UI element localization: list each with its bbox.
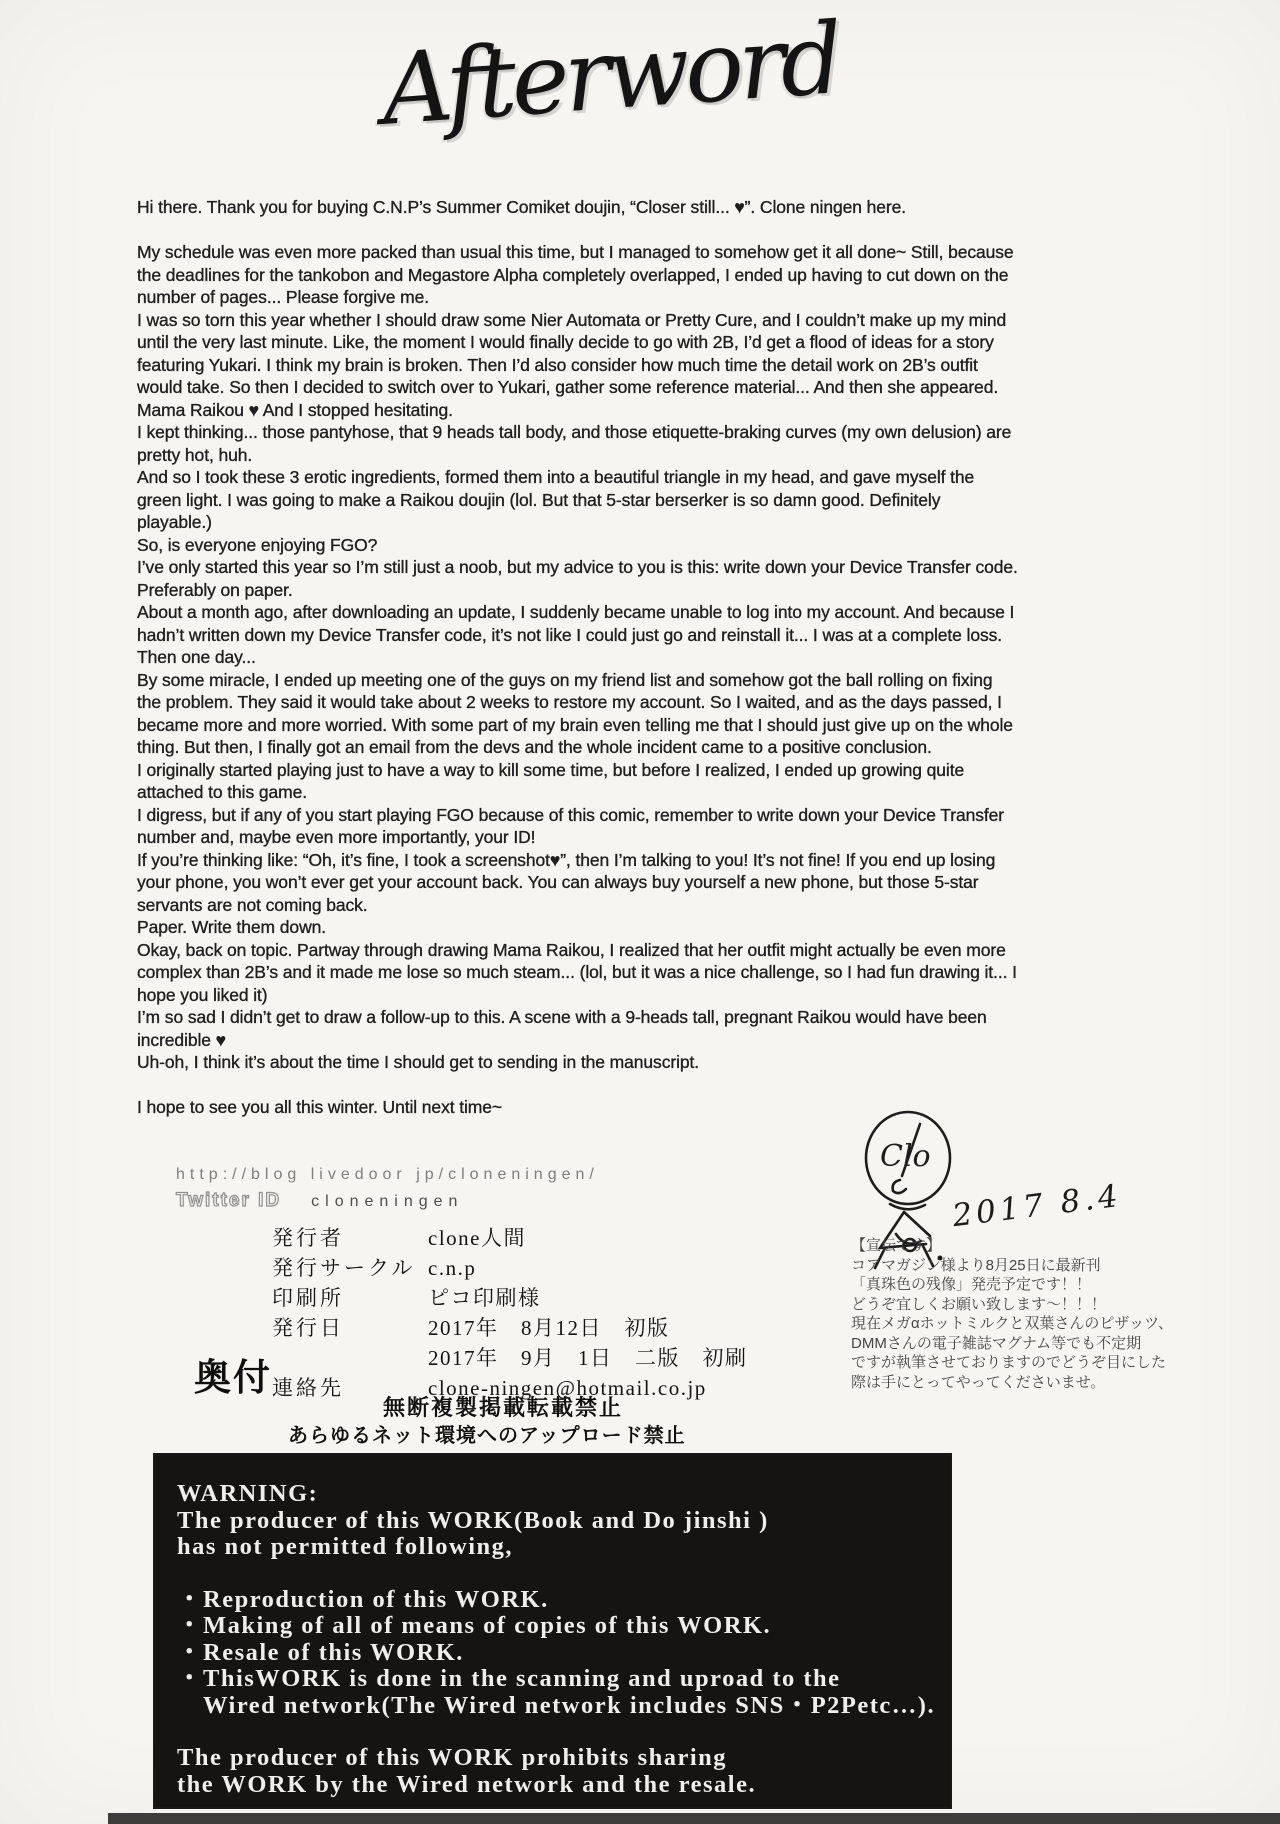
warning-line: ・Reproduction of this WORK. xyxy=(177,1585,549,1613)
warning-line: The producer of this WORK(Book and Do jinshi ) xyxy=(177,1506,769,1534)
promo-line: コアマガジン様より8月25日に最新刊 xyxy=(851,1256,1101,1274)
warning-line: has not permitted following, xyxy=(177,1533,513,1560)
colophon-row xyxy=(272,1282,748,1312)
doodle-initials: Clo xyxy=(880,1139,931,1174)
colophon-row-label: 発行サークル xyxy=(272,1256,416,1280)
colophon-row-value: 2017年 8月12日 初版 xyxy=(428,1316,670,1340)
colophon-row-label: 印刷所 xyxy=(272,1286,344,1310)
warning-line: Wired network(The Wired network includes SNS・P2Petc…). xyxy=(177,1691,936,1719)
promo-line: DMMさんの電子雑誌マグナム等でも不定期 xyxy=(851,1334,1142,1352)
twitter-handle: cloneningen xyxy=(311,1193,464,1210)
afterword-paragraph: By some miracle, I ended up meeting one of the guys on my friend list and somehow got the ball rolling on fixing the problem. They said it would take about 2 weeks to restore my account. So I waited, and as the days passed, I became more and more worried. With some part of my brain even telling me that I should just give up on the whole thing. But then, I finally got an email from the devs and the whole incident came to a positive conclusion. xyxy=(137,669,1013,757)
twitter-line xyxy=(176,1190,599,1212)
afterword-paragraph: I’m so sad I didn’t get to draw a follow-up to this. A scene with a 9-heads tall, pregnant Raikou would have been incredible ♥ xyxy=(137,1007,987,1050)
promo-text xyxy=(851,1236,1251,1392)
afterword-paragraph: Uh-oh, I think it’s about the time I should get to sending in the manuscript. xyxy=(137,1052,700,1072)
afterword-paragraph: My schedule was even more packed than usual this time, but I managed to somehow get it all done~ Still, because the deadlines for the tankobon and Megastore Alpha completely overlapped, I ended up having to cut down on the number of pages... Please forgive me. xyxy=(137,242,1014,307)
afterword-title: Afterword xyxy=(378,2,842,148)
colophon-table xyxy=(272,1222,748,1402)
promo-line: 【宣伝です】 xyxy=(851,1237,942,1254)
afterword-body xyxy=(137,196,1019,1119)
colophon-row-value: c.n.p xyxy=(428,1256,477,1280)
afterword-paragraph xyxy=(137,1074,1019,1097)
warning-line xyxy=(177,1561,940,1587)
no-upload-notice: あらゆるネット環境へのアップロード禁止 xyxy=(288,1425,686,1447)
warning-line: The producer of this WORK prohibits sharing xyxy=(177,1744,728,1771)
colophon-row-value: 2017年 9月 1日 二版 初刷 xyxy=(428,1346,748,1370)
warning-line xyxy=(177,1719,940,1745)
afterword-paragraph: I’ve only started this year so I’m still just a noob, but my advice to you is this: write down your Device Transfer code. Preferably on paper. xyxy=(137,557,1018,600)
no-reproduction-notice: 無断複製掲載転載禁止 xyxy=(383,1395,624,1420)
afterword-paragraph xyxy=(137,219,1019,242)
afterword-paragraph: I hope to see you all this winter. Until next time~ xyxy=(137,1097,503,1117)
afterword-paragraph: If you’re thinking like: “Oh, it’s fine, I took a screenshot♥”, then I’m talking to you! It’s not fine! If you end up losing your phone, you won’t ever get your account back. You can always buy yourself a new phone, but those 5-star servants are not coming back. xyxy=(137,849,996,915)
warning-line: WARNING: xyxy=(177,1480,319,1507)
colophon-row-label: 連絡先 xyxy=(272,1376,344,1400)
afterword-paragraph: Paper. Write them down. xyxy=(137,917,326,937)
colophon-row xyxy=(272,1342,748,1372)
blog-url: http://blog livedoor jp/cloneningen/ xyxy=(176,1166,599,1183)
afterword-paragraph: Okay, back on topic. Partway through drawing Mama Raikou, I realized that her outfit might actually be even more complex than 2B’s and it made me lose so much steam... (lol, but it was a nice challenge, so I had fun drawing it... I hope you liked it) xyxy=(137,939,1017,1005)
page-bottom-scan-edge xyxy=(108,1813,1280,1824)
warning-line: ・Resale of this WORK. xyxy=(177,1638,464,1666)
twitter-id-label: Twitter ID xyxy=(176,1190,282,1211)
afterword-paragraph: I was so torn this year whether I should draw some Nier Automata or Pretty Cure, and I couldn’t make up my mind until the very last minute. Like, the moment I would finally decide to go with 2B, I’d get a flood of ideas for a story featuring Yukari. I think my brain is broken. Then I’d also consider how much time the detail work on 2B’s outfit would take. So then I decided to switch over to Yukari, gather some reference material... And then she appeared. Mama Raikou ♥ And I stopped hesitating. xyxy=(137,309,1007,420)
promo-line: 現在メガαホットミルクと双葉さんのピザッツ、 xyxy=(851,1315,1174,1332)
afterword-paragraph: I kept thinking... those pantyhose, that 9 heads tall body, and those etiquette-braking curves (my own delusion) are pretty hot, huh. xyxy=(137,422,1012,465)
afterword-paragraph: Hi there. Thank you for buying C.N.P’s Summer Comiket doujin, “Closer still... ♥”. Clone ningen here. xyxy=(137,197,907,217)
afterword-paragraph: I digress, but if any of you start playing FGO because of this comic, remember to write down your Device Transfer number and, maybe even more importantly, your ID! xyxy=(137,804,1004,847)
afterword-paragraph: Then one day... xyxy=(137,647,256,667)
warning-line: the WORK by the Wired network and the resale. xyxy=(177,1770,757,1798)
warning-line: ・ThisWORK is done in the scanning and uproad to the xyxy=(177,1665,841,1692)
contact-links xyxy=(176,1166,599,1212)
promo-line: 「真珠色の残像」発売予定です！！ xyxy=(851,1276,1092,1293)
colophon-row xyxy=(272,1312,748,1342)
afterword-paragraph: I originally started playing just to have a way to kill some time, but before I realized, I ended up growing quite attached to this game. xyxy=(137,759,965,802)
colophon-row-value: ピコ印刷様 xyxy=(428,1286,541,1310)
afterword-paragraph: So, is everyone enjoying FGO? xyxy=(137,534,378,555)
promo-line: どうぞ宜しくお願い致します～！！！ xyxy=(851,1295,1107,1313)
colophon-row-value: clone-ningen@hotmail.co.jp xyxy=(428,1376,707,1400)
promo-line: 際は手にとってやってくださいませ。 xyxy=(851,1373,1106,1391)
afterword-paragraph: About a month ago, after downloading an update, I suddenly became unable to log into my account. And because I hadn’t written down my Device Transfer code, it’s not like I could just go and reinstall it... I was at a complete loss. xyxy=(137,602,1015,645)
colophon-row-label: 発行者 xyxy=(272,1226,344,1250)
colophon-row-value: clone人間 xyxy=(428,1226,526,1250)
colophon-row xyxy=(272,1222,748,1252)
handwritten-date: 2017 8.4 xyxy=(950,1177,1124,1235)
afterword-paragraph: And so I took these 3 erotic ingredients, formed them into a beautiful triangle in my head, and gave myself the green light. I was going to make a Raikou doujin (lol. But that 5-star berserker is so damn good. Definitely playable.) xyxy=(137,467,975,532)
warning-line: ・Making of all of means of copies of this WORK. xyxy=(177,1612,772,1639)
colophon-row-label: 発行日 xyxy=(272,1316,344,1340)
copyright-warning-box xyxy=(155,1455,950,1807)
colophon-row xyxy=(272,1252,748,1282)
promo-line: ですが執筆させておりますのでどうぞ目にした xyxy=(851,1354,1167,1371)
colophon-section-label: 奥付 xyxy=(194,1358,272,1399)
